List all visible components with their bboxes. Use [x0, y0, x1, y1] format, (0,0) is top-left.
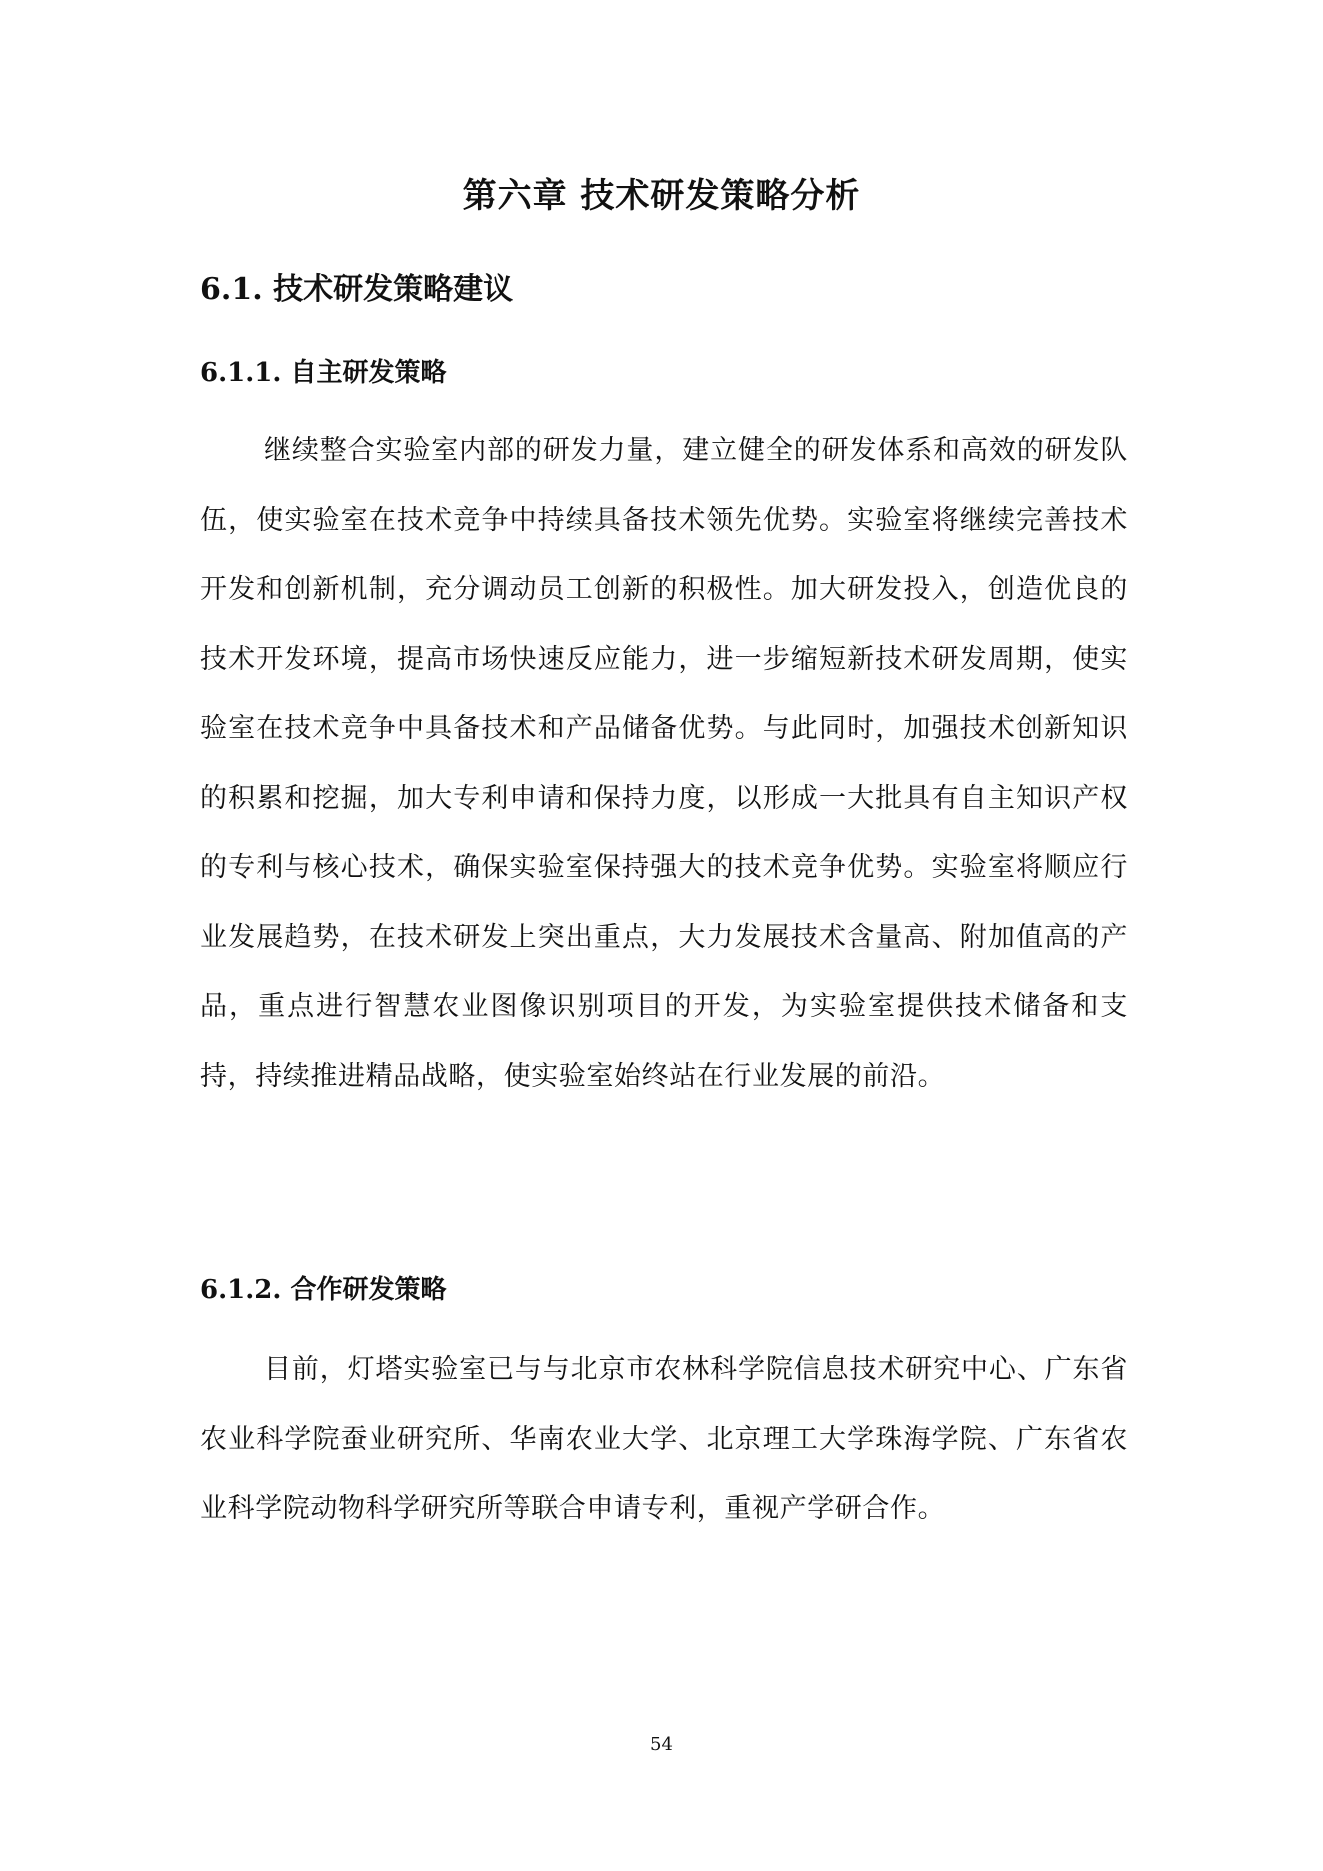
subsection-heading-cooperative-rd: 6.1.2. 合作研发策略 [200, 1275, 447, 1305]
paragraph-cooperative-rd: 目前，灯塔实验室已与与北京市农林科学院信息技术研究中心、广东省农业科学院蚕业研究所、华南农业大学、北京理工大学珠海学院、广东省农业科学院动物科学研究所等联合申请专利，重视产学研合作。 [200, 1354, 1128, 1524]
paragraph-independent-rd: 继续整合实验室内部的研发力量，建立健全的研发体系和高效的研发队伍，使实验室在技术竞争中持续具备技术领先优势。实验室将继续完善技术开发和创新机制，充分调动员工创新的积极性。加大研发投入，创造优良的技术开发环境，提高市场快速反应能力，进一步缩短新技术研发周期，使实验室在技术竞争中具备技术和产品储备优势。与此同时，加强技术创新知识的积累和挖掘，加大专利申请和保持力度，以形成一大批具有自主知识产权的专利与核心技术，确保实验室保持强大的技术竞争优势。实验室将顺应行业发展趋势，在技术研发上突出重点，大力发展技术含量高、附加值高的产品，重点进行智慧农业图像识别项目的开发，为实验室提供技术储备和支持，持续推进精品战略，使实验室始终站在行业发展的前沿。 [200, 435, 1128, 1092]
section-heading: 6.1. 技术研发策略建议 [200, 272, 514, 307]
page-number: 54 [650, 1734, 673, 1755]
chapter-title: 第六章 技术研发策略分析 [462, 176, 861, 216]
subsection-heading-independent-rd: 6.1.1. 自主研发策略 [200, 358, 447, 388]
